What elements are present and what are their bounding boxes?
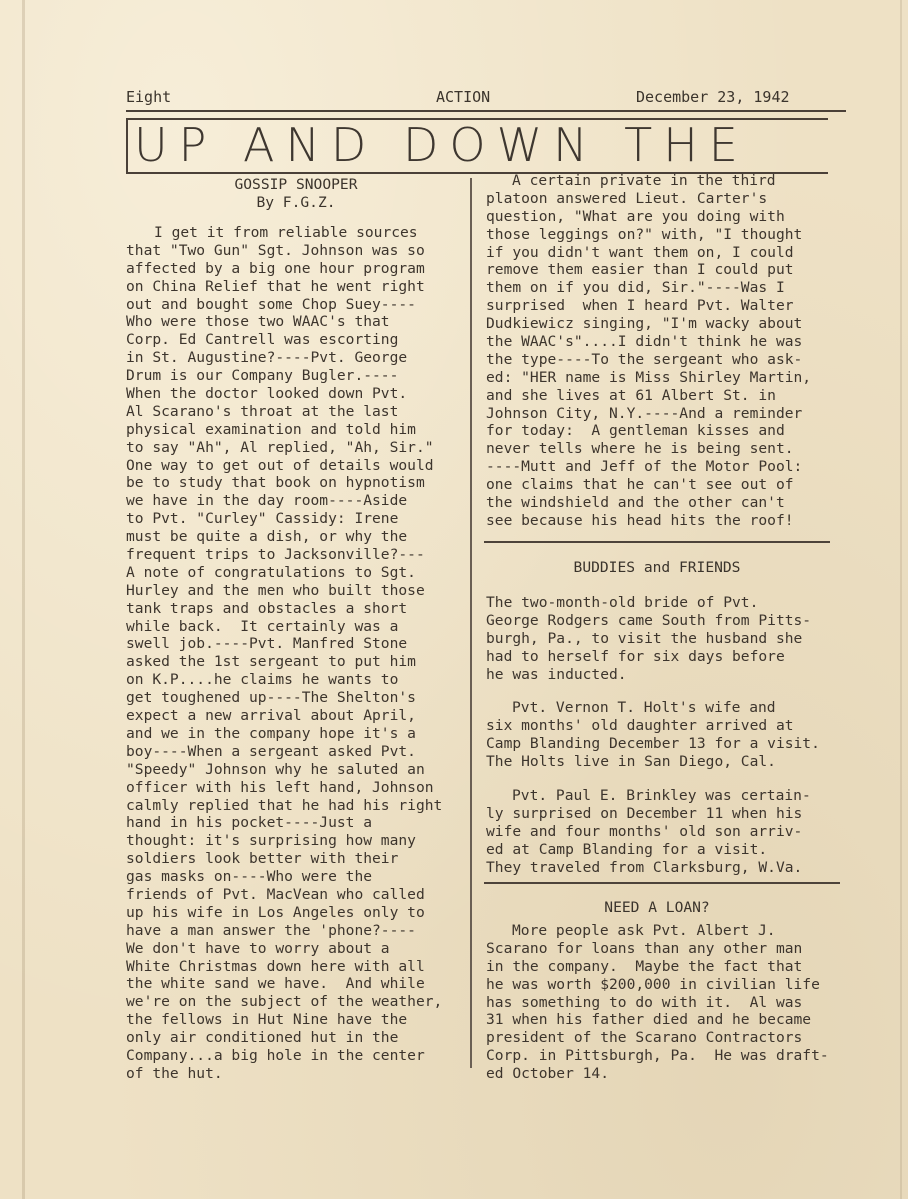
text-line: surprised when I heard Pvt. Walter (486, 297, 794, 315)
text-line: see because his head hits the roof! (486, 511, 794, 529)
gossip-byline: By F.G.Z. (256, 194, 336, 211)
text-line: on K.P....he claims he wants to (126, 671, 399, 689)
running-header (126, 88, 856, 110)
text-line: Corp. Ed Cantrell was escorting (126, 331, 399, 349)
text-line: them on if you did, Sir."----Was I (486, 279, 785, 297)
text-line: 31 when his father died and he became (486, 1011, 812, 1029)
text-line: Hurley and the men who built those (126, 581, 425, 599)
text-line: we're on the subject of the weather, (126, 993, 443, 1011)
text-line: platoon answered Lieut. Carter's (486, 189, 768, 207)
text-line: on China Relief that he went right (126, 277, 425, 295)
text-line: wife and four months' old son arriv- (486, 822, 803, 840)
text-line: to Pvt. "Curley" Cassidy: Irene (126, 510, 399, 528)
text-line: ed October 14. (486, 1065, 610, 1083)
text-line: Drum is our Company Bugler.---- (126, 367, 399, 385)
text-line: has something to do with it. Al was (486, 993, 803, 1011)
text-line: one claims that he can't see out of (486, 476, 794, 494)
text-line: out and bought some Chop Suey---- (126, 295, 416, 313)
page-label: Eight (126, 88, 172, 106)
banner-title: UP AND DOWN THE (134, 118, 749, 172)
text-line: to say "Ah", Al replied, "Ah, Sir." (126, 438, 434, 456)
text-line: ----Mutt and Jeff of the Motor Pool: (486, 458, 803, 476)
text-line: physical examination and told him (126, 420, 416, 438)
text-line: Pvt. Paul E. Brinkley was certain- (512, 787, 811, 804)
text-line: boy----When a sergeant asked Pvt. (126, 742, 416, 760)
text-line: and she lives at 61 Albert St. in (486, 386, 776, 404)
text-line: One way to get out of details would (126, 456, 434, 474)
text-line: expect a new arrival about April, (126, 707, 416, 725)
text-line: Company...a big hole in the center (126, 1046, 425, 1064)
text-line: gas masks on----Who were the (126, 868, 373, 886)
text-line: The Holts live in San Diego, Cal. (486, 752, 776, 770)
section-rule (484, 541, 830, 543)
text-line: George Rodgers came South from Pitts- (486, 611, 812, 629)
text-line: those leggings on?" with, "I thought (486, 225, 803, 243)
page-edge-shadow (22, 0, 25, 1199)
text-line: in St. Augustine?----Pvt. George (126, 349, 408, 367)
text-line: swell job.----Pvt. Manfred Stone (126, 635, 408, 653)
text-line: A note of congratulations to Sgt. (126, 563, 416, 581)
text-line: Scarano for loans than any other man (486, 939, 803, 957)
text-line: hand in his pocket----Just a (126, 814, 373, 832)
text-line: burgh, Pa., to visit the husband she (486, 629, 803, 647)
header-rule (126, 110, 846, 112)
text-line: question, "What are you doing with (486, 207, 785, 225)
text-line: never tells where he is being sent. (486, 440, 794, 458)
text-line: get toughened up----The Shelton's (126, 689, 416, 707)
issue-date: December 23, 1942 (636, 88, 790, 106)
buddies-paragraph (486, 787, 811, 876)
text-line: Dudkiewicz singing, "I'm wacky about (486, 315, 803, 333)
text-line: be to study that book on hypnotism (126, 474, 425, 492)
gossip-continued-text (486, 172, 811, 530)
text-line: asked the 1st sergeant to put him (126, 653, 416, 671)
loan-paragraph (486, 922, 829, 1083)
text-line: president of the Scarano Contractors (486, 1029, 803, 1047)
loan-heading: NEED A LOAN? (604, 899, 710, 916)
text-line: six months' old daughter arrived at (486, 716, 794, 734)
text-line: only air conditioned hut in the (126, 1029, 399, 1047)
text-line: and we in the company hope it's a (126, 724, 416, 742)
text-line: friends of Pvt. MacVean who called (126, 885, 425, 903)
text-line: Pvt. Vernon T. Holt's wife and (512, 699, 776, 716)
text-line: of the hut. (126, 1064, 223, 1082)
text-line: We don't have to worry about a (126, 939, 390, 957)
text-line: the windshield and the other can't (486, 494, 785, 512)
text-line: Al Scarano's throat at the last (126, 402, 399, 420)
text-line: The two-month-old bride of Pvt. (486, 594, 759, 611)
text-line: thought: it's surprising how many (126, 832, 416, 850)
text-line: affected by a big one hour program (126, 259, 425, 277)
text-line: Johnson City, N.Y.----And a reminder (486, 404, 803, 422)
text-line: up his wife in Los Angeles only to (126, 903, 425, 921)
text-line: that "Two Gun" Sgt. Johnson was so (126, 241, 425, 259)
text-line: the WAAC's"....I didn't think he was (486, 333, 803, 351)
text-line: Who were those two WAAC's that (126, 313, 390, 331)
text-line: if you didn't want them on, I could (486, 243, 794, 261)
publication-name: ACTION (436, 88, 491, 106)
text-line: for today: A gentleman kisses and (486, 422, 785, 440)
text-line: When the doctor looked down Pvt. (126, 385, 408, 403)
text-line: Corp. in Pittsburgh, Pa. He was draft- (486, 1047, 829, 1065)
text-line: in the company. Maybe the fact that (486, 957, 803, 975)
buddies-paragraph (486, 699, 820, 771)
text-line: "Speedy" Johnson why he saluted an (126, 760, 425, 778)
text-line: the white sand we have. And while (126, 975, 425, 993)
gossip-heading: GOSSIP SNOOPER (234, 176, 358, 193)
page-edge-shadow (900, 0, 902, 1199)
buddies-paragraph (486, 594, 811, 683)
section-rule (484, 882, 840, 884)
text-line: frequent trips to Jacksonville?--- (126, 546, 425, 564)
text-line: calmly replied that he had his right (126, 796, 443, 814)
text-line: must be quite a dish, or why the (126, 528, 408, 546)
text-line: soldiers look better with their (126, 850, 399, 868)
column-divider (470, 178, 472, 1068)
text-line: ed: "HER name is Miss Shirley Martin, (486, 368, 812, 386)
text-line: ed at Camp Blanding for a visit. (486, 840, 768, 858)
text-line: he was worth $200,000 in civilian life (486, 975, 820, 993)
text-line: have a man answer the 'phone?---- (126, 921, 416, 939)
text-line: remove them easier than I could put (486, 261, 794, 279)
text-line: officer with his left hand, Johnson (126, 778, 434, 796)
text-line: I get it from reliable sources (154, 224, 418, 241)
text-line: the type----To the sergeant who ask- (486, 350, 803, 368)
text-line: while back. It certainly was a (126, 617, 399, 635)
text-line: we have in the day room----Aside (126, 492, 408, 510)
text-line: had to herself for six days before (486, 647, 785, 665)
text-line: More people ask Pvt. Albert J. (512, 922, 776, 939)
text-line: tank traps and obstacles a short (126, 599, 408, 617)
text-line: the fellows in Hut Nine have the (126, 1011, 408, 1029)
text-line: White Christmas down here with all (126, 957, 425, 975)
text-line: A certain private in the third (512, 172, 776, 189)
buddies-heading: BUDDIES and FRIENDS (573, 559, 741, 576)
text-line: ly surprised on December 11 when his (486, 804, 803, 822)
text-line: They traveled from Clarksburg, W.Va. (486, 858, 803, 876)
text-line: he was inducted. (486, 665, 627, 683)
gossip-column-text (126, 224, 442, 1083)
text-line: Camp Blanding December 13 for a visit. (486, 734, 820, 752)
